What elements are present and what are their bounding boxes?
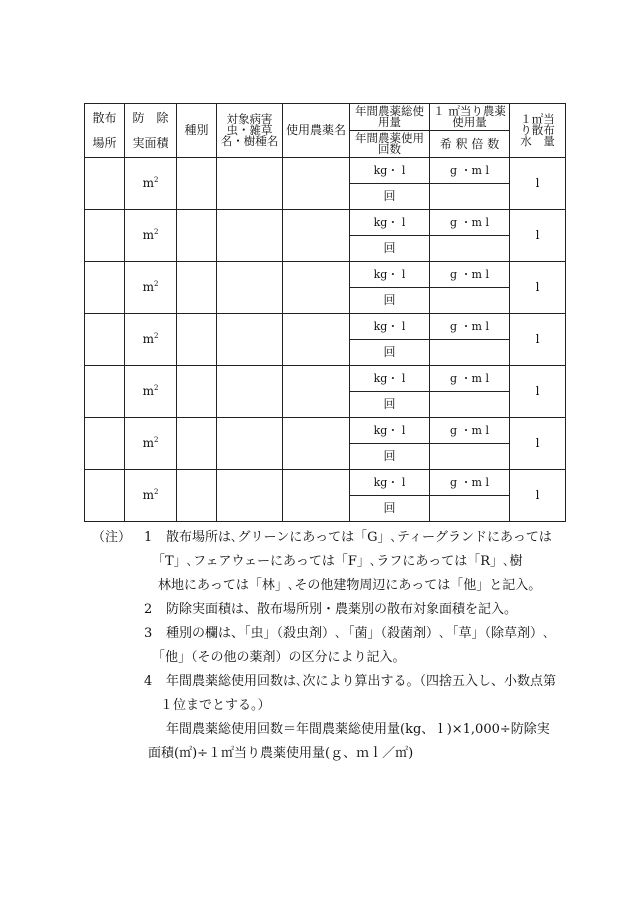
table-row bbox=[85, 470, 566, 496]
cell-per-sqm-amount[interactable] bbox=[430, 418, 510, 444]
kg-l-unit: kg・ l bbox=[373, 476, 406, 489]
cell-dilution[interactable] bbox=[430, 236, 510, 262]
cell-annual-times[interactable] bbox=[350, 236, 430, 262]
kg-l-unit: kg・ l bbox=[373, 320, 406, 333]
cell-pesticide[interactable] bbox=[283, 470, 350, 522]
note-1-number: 1 bbox=[144, 530, 153, 545]
cell-area[interactable] bbox=[125, 314, 177, 366]
cell-dilution[interactable] bbox=[430, 340, 510, 366]
table-row bbox=[85, 314, 566, 340]
area-unit-sup: 2 bbox=[153, 176, 159, 184]
cell-site[interactable] bbox=[85, 314, 125, 366]
g-ml-unit: g ・m l bbox=[450, 320, 489, 333]
cell-target[interactable] bbox=[217, 470, 283, 522]
area-unit: m bbox=[142, 488, 154, 502]
kg-l-unit: kg・ l bbox=[373, 372, 406, 385]
cell-type[interactable] bbox=[177, 210, 217, 262]
cell-dilution[interactable] bbox=[430, 184, 510, 210]
note-2-line1 bbox=[92, 598, 572, 622]
cell-pesticide[interactable] bbox=[283, 366, 350, 418]
water-unit: l bbox=[535, 436, 540, 450]
cell-water[interactable] bbox=[510, 470, 566, 522]
note-1-text-line2: 「T」､フェアウェーにあっては「F」､ラフにあっては「R」､樹 bbox=[152, 554, 523, 569]
cell-annual-amount[interactable] bbox=[350, 158, 430, 184]
note-4-text-line2: １位までとする。） bbox=[160, 698, 271, 713]
cell-type[interactable] bbox=[177, 158, 217, 210]
water-unit: l bbox=[535, 280, 540, 294]
cell-area[interactable] bbox=[125, 210, 177, 262]
header-water-line2: り散布 bbox=[520, 123, 555, 137]
cell-annual-times[interactable] bbox=[350, 184, 430, 210]
kg-l-unit: kg・ l bbox=[373, 268, 406, 281]
cell-area[interactable] bbox=[125, 366, 177, 418]
cell-per-sqm-amount[interactable] bbox=[430, 366, 510, 392]
cell-type[interactable] bbox=[177, 470, 217, 522]
cell-pesticide[interactable] bbox=[283, 262, 350, 314]
cell-type[interactable] bbox=[177, 366, 217, 418]
table-row bbox=[85, 158, 566, 184]
cell-dilution[interactable] bbox=[430, 496, 510, 522]
header-area-line2: 実面積 bbox=[132, 135, 169, 150]
cell-site[interactable] bbox=[85, 366, 125, 418]
cell-pesticide[interactable] bbox=[283, 158, 350, 210]
header-per-sqm-amount: １ ㎡当り農薬使用量 bbox=[430, 104, 510, 131]
cell-site[interactable] bbox=[85, 210, 125, 262]
area-unit: m bbox=[142, 384, 154, 398]
g-ml-unit: g ・m l bbox=[450, 372, 489, 385]
notes-label: （注） bbox=[92, 530, 132, 545]
cell-water[interactable] bbox=[510, 210, 566, 262]
cell-per-sqm-amount[interactable] bbox=[430, 470, 510, 496]
cell-type[interactable] bbox=[177, 314, 217, 366]
cell-site[interactable] bbox=[85, 262, 125, 314]
cell-target[interactable] bbox=[217, 210, 283, 262]
cell-site[interactable] bbox=[85, 418, 125, 470]
g-ml-unit: g ・m l bbox=[450, 216, 489, 229]
pesticide-usage-table bbox=[84, 103, 566, 522]
times-unit: 回 bbox=[383, 189, 396, 203]
cell-annual-amount[interactable] bbox=[350, 210, 430, 236]
cell-pesticide[interactable] bbox=[283, 210, 350, 262]
note-4-formula-line1: 年間農薬総使用回数＝年間農薬総使用量(kg、 l )×1,000÷防除実 bbox=[166, 722, 550, 737]
cell-per-sqm-amount[interactable] bbox=[430, 158, 510, 184]
times-unit: 回 bbox=[383, 397, 396, 411]
water-unit: l bbox=[535, 488, 540, 502]
note-1-line1 bbox=[92, 526, 572, 550]
header-site-line1: 散布 bbox=[92, 110, 117, 125]
cell-water[interactable] bbox=[510, 366, 566, 418]
area-unit: m bbox=[142, 228, 154, 242]
cell-water[interactable] bbox=[510, 262, 566, 314]
table-row bbox=[85, 418, 566, 444]
g-ml-unit: g ・m l bbox=[450, 424, 489, 437]
area-unit-sup: 2 bbox=[153, 228, 159, 236]
kg-l-unit: kg・ l bbox=[373, 424, 406, 437]
cell-type[interactable] bbox=[177, 418, 217, 470]
cell-target[interactable] bbox=[217, 418, 283, 470]
table-row bbox=[85, 366, 566, 392]
note-3-text-line1: 種別の欄は、「虫」（殺虫剤）､「菌」（殺菌剤）､「草」（除草剤）､ bbox=[166, 626, 550, 641]
note-4-text-line1: 年間農薬総使用回数は､次により算出する。（四捨五入し、小数点第 bbox=[166, 674, 557, 689]
cell-dilution[interactable] bbox=[430, 444, 510, 470]
cell-per-sqm-amount[interactable] bbox=[430, 314, 510, 340]
cell-pesticide[interactable] bbox=[283, 314, 350, 366]
header-annual-times: 年間農薬使用回数 bbox=[350, 131, 430, 158]
cell-type[interactable] bbox=[177, 262, 217, 314]
header-area-line1: 防 除 bbox=[132, 110, 169, 125]
cell-area[interactable] bbox=[125, 418, 177, 470]
area-unit-sup: 2 bbox=[153, 332, 159, 340]
header-water-line3: 水 量 bbox=[520, 134, 555, 148]
area-unit: m bbox=[142, 176, 154, 190]
table-body bbox=[85, 158, 566, 522]
cell-annual-amount[interactable] bbox=[350, 470, 430, 496]
cell-site[interactable] bbox=[85, 158, 125, 210]
cell-water[interactable] bbox=[510, 158, 566, 210]
cell-dilution[interactable] bbox=[430, 392, 510, 418]
note-2-text-line1: 防除実面積は、散布場所別・農薬別の散布対象面積を記入。 bbox=[166, 602, 518, 617]
cell-area[interactable] bbox=[125, 262, 177, 314]
note-4-line1 bbox=[92, 670, 572, 694]
cell-annual-amount[interactable] bbox=[350, 366, 430, 392]
note-3-number: 3 bbox=[144, 626, 153, 641]
area-unit: m bbox=[142, 436, 154, 450]
cell-water[interactable] bbox=[510, 314, 566, 366]
times-unit: 回 bbox=[383, 501, 396, 515]
cell-area[interactable] bbox=[125, 470, 177, 522]
area-unit-sup: 2 bbox=[153, 488, 159, 496]
area-unit-sup: 2 bbox=[153, 384, 159, 392]
cell-site[interactable] bbox=[85, 470, 125, 522]
cell-annual-times[interactable] bbox=[350, 496, 430, 522]
cell-annual-times[interactable] bbox=[350, 340, 430, 366]
cell-annual-times[interactable] bbox=[350, 444, 430, 470]
times-unit: 回 bbox=[383, 449, 396, 463]
cell-annual-amount[interactable] bbox=[350, 314, 430, 340]
cell-target[interactable] bbox=[217, 158, 283, 210]
cell-dilution[interactable] bbox=[430, 288, 510, 314]
note-4-number: 4 bbox=[144, 674, 153, 689]
cell-annual-times[interactable] bbox=[350, 288, 430, 314]
header-site-line2: 場所 bbox=[92, 135, 117, 150]
cell-pesticide[interactable] bbox=[283, 418, 350, 470]
note-3-line1 bbox=[92, 622, 572, 646]
note-4-formula-line2: 面積(㎡)÷１㎡当り農薬使用量(ｇ、ｍｌ／㎡) bbox=[148, 746, 414, 761]
header-site bbox=[85, 104, 125, 158]
header-type: 種別 bbox=[177, 104, 217, 158]
header-annual-amount: 年間農薬総使用量 bbox=[350, 104, 430, 131]
cell-per-sqm-amount[interactable] bbox=[430, 262, 510, 288]
cell-annual-amount[interactable] bbox=[350, 418, 430, 444]
times-unit: 回 bbox=[383, 241, 396, 255]
kg-l-unit: kg・ l bbox=[373, 216, 406, 229]
note-1-text-line1: 散布場所は､グリーンにあっては「G」､ティーグランドにあっては bbox=[166, 530, 552, 545]
cell-area[interactable] bbox=[125, 158, 177, 210]
table-row bbox=[85, 262, 566, 288]
water-unit: l bbox=[535, 228, 540, 242]
cell-target[interactable] bbox=[217, 366, 283, 418]
header-pesticide: 使用農薬名 bbox=[283, 104, 350, 158]
note-2-number: 2 bbox=[144, 602, 153, 617]
area-unit-sup: 2 bbox=[153, 280, 159, 288]
note-3-text-line2: 「他」（その他の薬剤）の区分により記入。 bbox=[152, 650, 406, 665]
area-unit: m bbox=[142, 332, 154, 346]
water-unit: l bbox=[535, 332, 540, 346]
cell-annual-times[interactable] bbox=[350, 392, 430, 418]
times-unit: 回 bbox=[383, 345, 396, 359]
header-water-line1: １㎡当 bbox=[520, 112, 555, 126]
g-ml-unit: g ・m l bbox=[450, 268, 489, 281]
times-unit: 回 bbox=[383, 293, 396, 307]
header-water bbox=[510, 104, 566, 158]
cell-target[interactable] bbox=[217, 314, 283, 366]
g-ml-unit: g ・m l bbox=[450, 164, 489, 177]
header-area bbox=[125, 104, 177, 158]
notes-section bbox=[92, 526, 572, 766]
note-1-text-line3: 林地にあっては「林」､その他建物周辺にあっては「他」と記入。 bbox=[158, 578, 542, 593]
header-target: 対象病害虫・雑草名・樹種名 bbox=[217, 104, 283, 158]
header-dilution: 希 釈 倍 数 bbox=[430, 131, 510, 158]
cell-annual-amount[interactable] bbox=[350, 262, 430, 288]
area-unit: m bbox=[142, 280, 154, 294]
cell-target[interactable] bbox=[217, 262, 283, 314]
water-unit: l bbox=[535, 176, 540, 190]
water-unit: l bbox=[535, 384, 540, 398]
table-row bbox=[85, 210, 566, 236]
cell-per-sqm-amount[interactable] bbox=[430, 210, 510, 236]
g-ml-unit: g ・m l bbox=[450, 476, 489, 489]
cell-water[interactable] bbox=[510, 418, 566, 470]
kg-l-unit: kg・ l bbox=[373, 164, 406, 177]
area-unit-sup: 2 bbox=[153, 436, 159, 444]
